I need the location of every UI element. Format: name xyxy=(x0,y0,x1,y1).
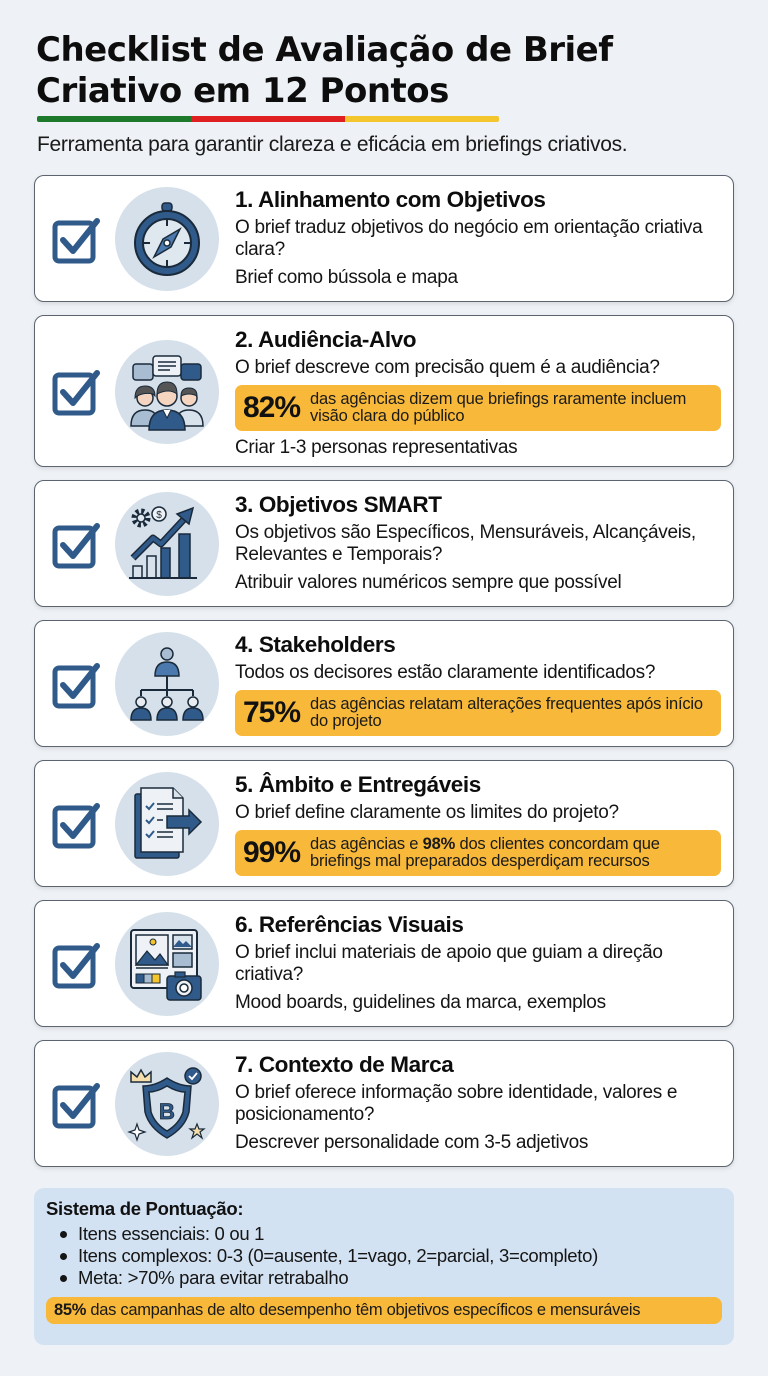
title-line-1: Checklist de Avaliação de Brief xyxy=(36,30,613,70)
title-underline-tricolor xyxy=(37,116,499,122)
page-title xyxy=(36,30,756,112)
scoring-bullet xyxy=(58,1245,722,1267)
icon-circle xyxy=(115,1052,219,1156)
checkbox-checked-icon[interactable] xyxy=(51,658,103,710)
item-title: 2. Audiência-Alvo xyxy=(235,327,417,352)
svg-text:B: B xyxy=(159,1099,175,1124)
stat-value: 82% xyxy=(243,391,301,424)
item-question: O brief traduz objetivos do negócio em orientação criativa clara? xyxy=(235,217,703,260)
footer-stat-value: 85% xyxy=(54,1301,87,1319)
underline-red xyxy=(191,116,345,122)
stat-value: 75% xyxy=(243,696,301,729)
scoring-bullet xyxy=(58,1223,722,1245)
checklist-item-7 xyxy=(34,1040,734,1167)
scoring-title: Sistema de Pontuação: xyxy=(46,1198,244,1219)
bullet-text: Itens essenciais: 0 ou 1 xyxy=(78,1223,265,1244)
brand-shield-icon xyxy=(127,1064,207,1144)
checklist-item-2 xyxy=(34,315,734,467)
item-question: O brief inclui materiais de apoio que guiam a direção criativa? xyxy=(235,942,663,985)
growth-chart-icon xyxy=(127,504,207,584)
underline-green xyxy=(37,116,191,122)
stat-text-bold: 98% xyxy=(422,835,456,853)
checklist-item-6 xyxy=(34,900,734,1027)
audience-group-icon xyxy=(127,352,207,432)
scoring-list xyxy=(58,1223,722,1289)
scoring-bullet xyxy=(58,1267,722,1289)
bullet-dot-icon xyxy=(60,1231,67,1238)
icon-circle xyxy=(115,492,219,596)
checkbox-checked-icon[interactable] xyxy=(51,938,103,990)
item-note: Mood boards, guidelines da marca, exemplos xyxy=(235,992,606,1013)
stat-value: 99% xyxy=(243,836,301,869)
item-title: 7. Contexto de Marca xyxy=(235,1052,454,1077)
bullet-dot-icon xyxy=(60,1253,67,1260)
document-checklist-icon xyxy=(127,784,207,864)
checkbox-checked-icon[interactable] xyxy=(51,798,103,850)
page-subtitle: Ferramenta para garantir clareza e eficácia em briefings criativos. xyxy=(37,133,628,156)
moodboard-camera-icon xyxy=(127,924,207,1004)
checkbox-checked-icon[interactable] xyxy=(51,365,103,417)
item-title: 6. Referências Visuais xyxy=(235,912,464,937)
checkbox-checked-icon[interactable] xyxy=(51,213,103,265)
scoring-system-panel xyxy=(34,1188,734,1345)
item-question: Todos os decisores estão claramente identificados? xyxy=(235,662,656,683)
item-title: 3. Objetivos SMART xyxy=(235,492,442,517)
checklist-item-1 xyxy=(34,175,734,302)
icon-circle xyxy=(115,187,219,291)
stat-text: das agências dizem que briefings raramente incluem visão clara do público xyxy=(310,390,687,425)
stat-text: das agências relatam alterações frequentes após início do projeto xyxy=(310,695,703,730)
footer-stat-text: das campanhas de alto desempenho têm objetivos específicos e mensuráveis xyxy=(86,1301,641,1319)
item-question: O brief oferece informação sobre identidade, valores e posicionamento? xyxy=(235,1082,678,1125)
item-note: Descrever personalidade com 3-5 adjetivos xyxy=(235,1132,589,1153)
footer-stat-highlight xyxy=(46,1297,722,1324)
stat-highlight xyxy=(235,385,721,431)
compass-icon xyxy=(130,199,204,279)
item-note: Criar 1-3 personas representativas xyxy=(235,437,518,458)
checkbox-checked-icon[interactable] xyxy=(51,1078,103,1130)
item-question: O brief descreve com precisão quem é a audiência? xyxy=(235,357,660,378)
item-note: Atribuir valores numéricos sempre que possível xyxy=(235,572,622,593)
svg-text:$: $ xyxy=(156,510,162,521)
item-title: 1. Alinhamento com Objetivos xyxy=(235,187,546,212)
title-line-2: Criativo em 12 Pontos xyxy=(36,71,449,111)
stat-text-post: dos clientes concordam que briefings mal preparados desperdiçam recursos xyxy=(310,835,660,870)
icon-circle xyxy=(115,340,219,444)
checklist-item-5 xyxy=(34,760,734,887)
icon-circle xyxy=(115,772,219,876)
stat-text-pre: das agências e xyxy=(310,835,423,853)
item-title: 5. Âmbito e Entregáveis xyxy=(235,772,481,797)
item-note: Brief como bússola e mapa xyxy=(235,267,458,288)
bullet-text: Itens complexos: 0-3 (0=ausente, 1=vago, 2=parcial, 3=completo) xyxy=(78,1245,598,1266)
item-question: O brief define claramente os limites do projeto? xyxy=(235,802,619,823)
bullet-dot-icon xyxy=(60,1275,67,1282)
item-question: Os objetivos são Específicos, Mensuráveis, Alcançáveis, Relevantes e Temporais? xyxy=(235,522,696,565)
stat-text xyxy=(310,836,711,870)
checkbox-checked-icon[interactable] xyxy=(51,518,103,570)
checklist-item-3 xyxy=(34,480,734,607)
item-title: 4. Stakeholders xyxy=(235,632,396,657)
checklist-item-4 xyxy=(34,620,734,747)
underline-yellow xyxy=(345,116,499,122)
icon-circle xyxy=(115,632,219,736)
stat-highlight xyxy=(235,690,721,736)
org-hierarchy-icon xyxy=(127,644,207,724)
stat-highlight xyxy=(235,830,721,876)
bullet-text: Meta: >70% para evitar retrabalho xyxy=(78,1267,349,1288)
icon-circle xyxy=(115,912,219,1016)
